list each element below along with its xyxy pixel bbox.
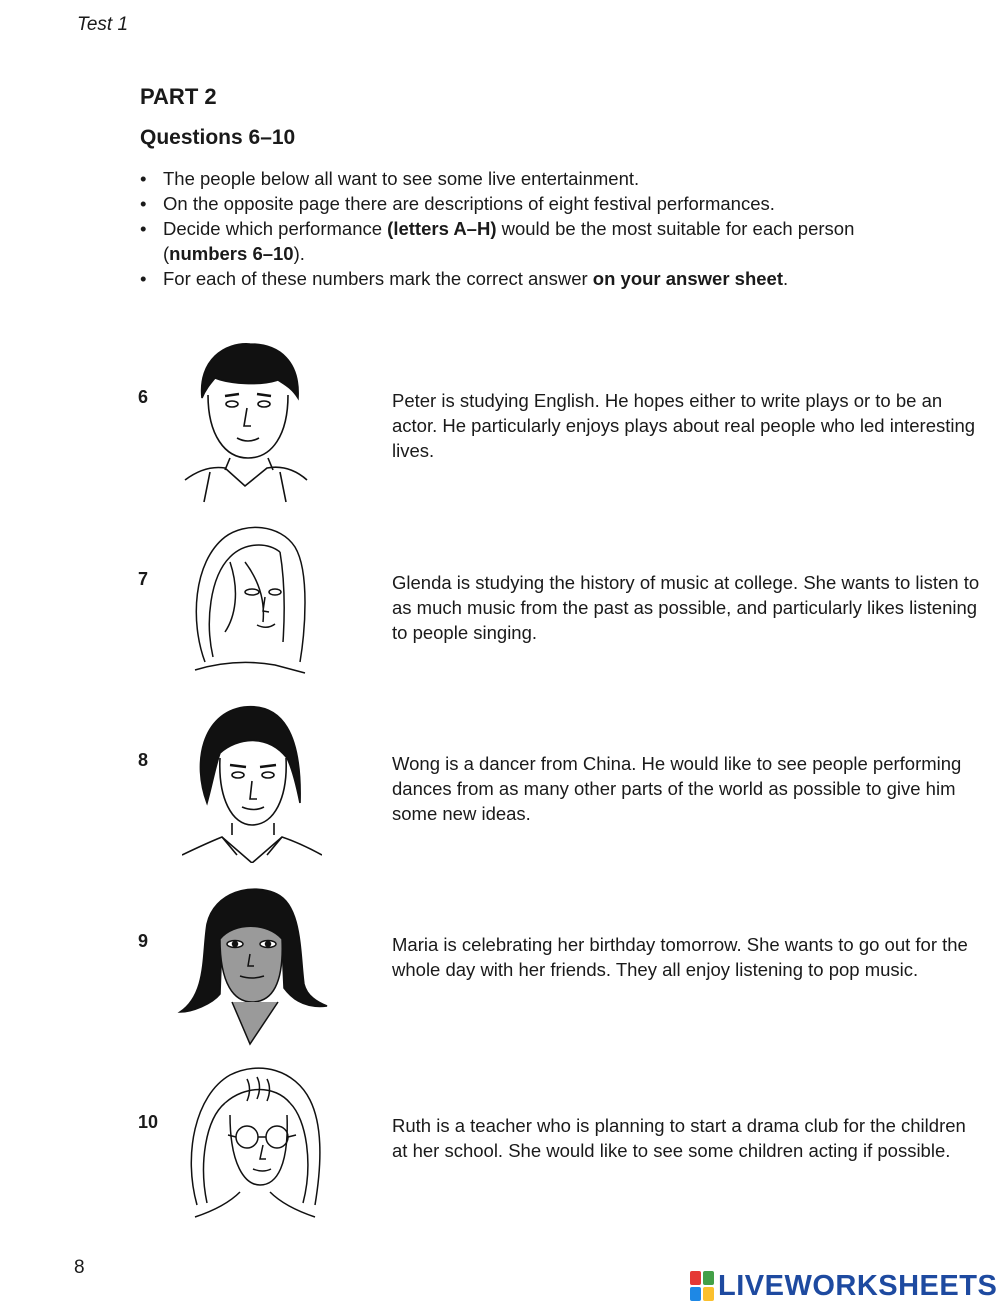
question-number: 8 (138, 750, 149, 770)
question-9 (0, 884, 1000, 1064)
instruction-item: • On the opposite page there are descriptions of eight festival performances. (140, 191, 860, 216)
person-description: Maria is celebrating her birthday tomorrow. She wants to go out for the whole day with her friends. They all enjoy listening to pop music. (392, 934, 968, 980)
woman-long-hair-portrait-icon (185, 522, 315, 677)
liveworksheets-logo-icon (690, 1271, 714, 1301)
person-description: Glenda is studying the history of music at college. She wants to listen to as much music from the past as possible, and particularly likes listening to people singing. (392, 572, 980, 643)
person-description: Wong is a dancer from China. He would like to see people performing dances from as many other parts of the world as possible to give him some new ideas. (392, 753, 962, 824)
person-description: Ruth is a teacher who is planning to start a drama club for the children at her school. She would like to see some children acting if possible. (392, 1115, 966, 1161)
brand-logo (690, 1268, 997, 1304)
instruction-item: • Decide which performance (letters A–H) would be the most suitable for each person (numbers 6–10). (140, 216, 860, 266)
instructions-list (140, 166, 860, 291)
brand-name: LIVEWORKSHEETS (718, 1269, 998, 1302)
question-8 (0, 703, 1000, 883)
question-number: 6 (138, 387, 149, 407)
question-10 (0, 1065, 1000, 1245)
page-number: 8 (74, 1257, 85, 1278)
woman-glasses-portrait-icon (185, 1065, 325, 1225)
question-7 (0, 522, 1000, 702)
man-portrait-icon (182, 703, 322, 863)
man-portrait-icon (180, 340, 310, 505)
person-description: Peter is studying English. He hopes either to write plays or to be an actor. He particularly enjoys plays about real people who led interesting lives. (392, 390, 976, 461)
instruction-item: • The people below all want to see some live entertainment. (140, 166, 860, 191)
instruction-item: • For each of these numbers mark the correct answer on your answer sheet. (140, 266, 860, 291)
question-number: 10 (138, 1112, 159, 1132)
woman-dark-hair-portrait-icon (172, 884, 332, 1049)
question-6 (0, 340, 1000, 520)
test-label: Test 1 (77, 14, 129, 35)
part-title: PART 2 (140, 84, 217, 109)
questions-title: Questions 6–10 (140, 126, 296, 149)
question-number: 9 (138, 931, 149, 951)
question-number: 7 (138, 569, 149, 589)
